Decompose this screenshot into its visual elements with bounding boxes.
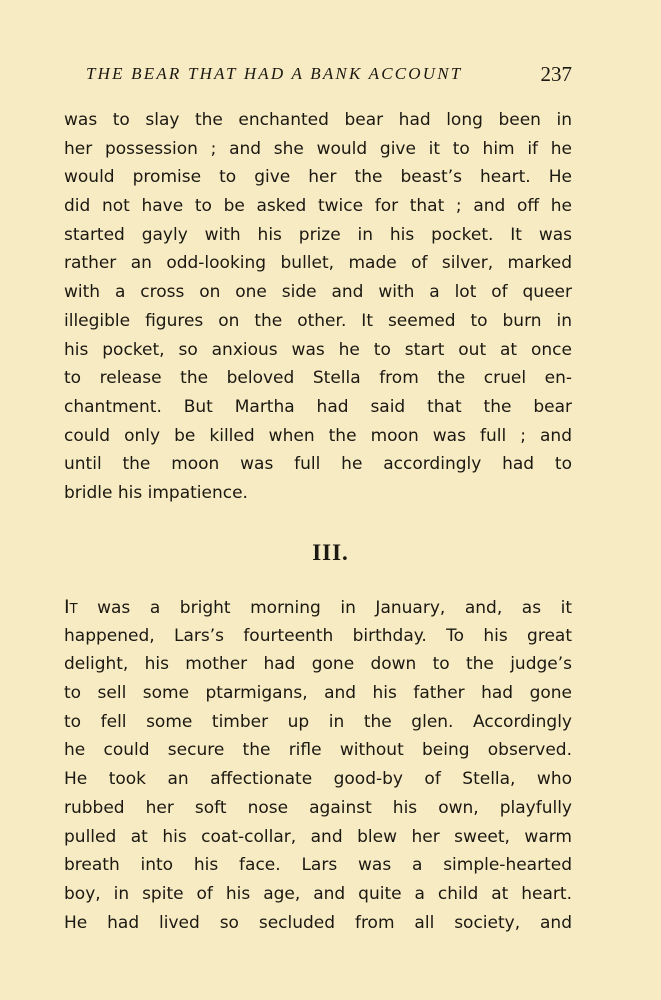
section-heading: III. [312, 540, 349, 565]
text-line: boy, in spite of his age, and quite a child at heart. [64, 883, 572, 904]
first-line-text: was a bright morning in January, and, as it [77, 598, 572, 618]
text-line: illegible figures on the other. It seemed to burn in [64, 310, 572, 331]
paragraph-continued [64, 106, 572, 508]
text-line: his pocket, so anxious was he to start out at once [64, 339, 572, 360]
page-header [64, 64, 572, 90]
text-line: to release the beloved Stella from the cruel en- [64, 368, 572, 389]
text-line: did not have to be asked twice for that ; and off he [64, 196, 572, 217]
text-line: was to slay the enchanted bear had long been in [64, 110, 572, 130]
text-line: bridle his impatience. [64, 482, 248, 503]
text-line: he could secure the rifle without being observed. [64, 740, 572, 761]
text-line: pulled at his coat-collar, and blew her sweet, warm [64, 826, 572, 847]
text-line: rubbed her soft nose against his own, playfully [64, 797, 572, 818]
text-line: would promise to give her the beast’s heart. He [64, 167, 572, 188]
opening-word: It [64, 596, 78, 618]
text-line: He had lived so secluded from all society, and [64, 912, 572, 933]
text-line: to sell some ptarmigans, and his father had gone [64, 683, 572, 704]
text-line: happened, Lars’s fourteenth birthday. To his great [64, 625, 572, 646]
text-line: delight, his mother had gone down to the judge’s [64, 654, 572, 675]
text-line: could only be killed when the moon was full ; and [64, 425, 572, 446]
text-line: until the moon was full he accordingly had to [64, 454, 572, 475]
text-line-first [64, 593, 572, 622]
text-line: with a cross on one side and with a lot of queer [64, 282, 572, 303]
page-number: 237 [540, 62, 572, 86]
text-line: He took an affectionate good-by of Stella, who [64, 769, 572, 790]
text-line: chantment. But Martha had said that the bear [64, 396, 572, 417]
text-line: to fell some timber up in the glen. Accordingly [64, 711, 572, 732]
text-line: rather an odd-looking bullet, made of silver, marked [64, 253, 572, 274]
paragraph-section-start [64, 593, 572, 937]
text-line: her possession ; and she would give it to him if he [64, 138, 572, 159]
text-line: breath into his face. Lars was a simple-hearted [64, 855, 572, 876]
running-title: THE BEAR THAT HAD A BANK ACCOUNT [86, 64, 463, 83]
text-line: started gayly with his prize in his pocket. It was [64, 224, 572, 245]
